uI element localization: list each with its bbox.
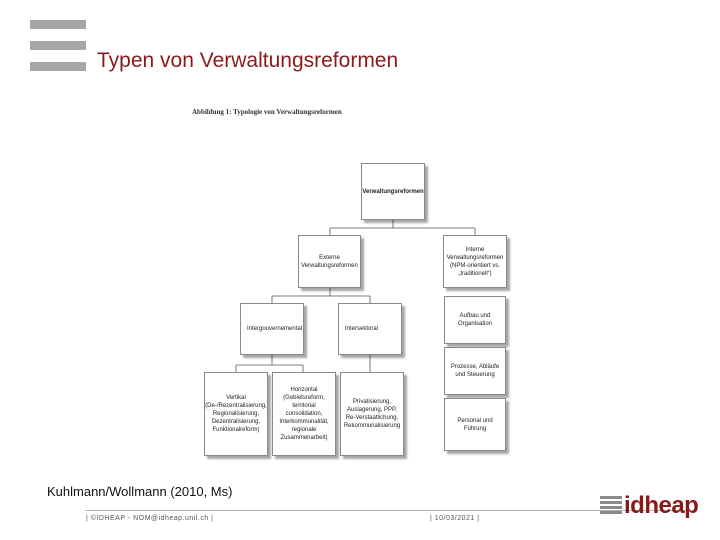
figure-caption: Abbildung 1: Typologie von Verwaltungsreformen bbox=[192, 108, 342, 116]
box-intergouvernemental: Intergouvernemental bbox=[240, 303, 304, 355]
box-prozesse: Prozesse, Abläufe und Steuerung bbox=[444, 347, 506, 395]
box-privatisierung: Privatisierung, Auslagerung, PPP, Re-Verstaatlichung, Rekommunalisierung bbox=[340, 372, 404, 456]
box-verwaltungsreformen: Verwaltungsreformen bbox=[361, 163, 425, 220]
box-interne-verwaltungsreformen: Interne Verwaltungsreformen (NPM-orientiert vs. „traditionell“) bbox=[443, 235, 507, 288]
logo-lines-icon bbox=[600, 496, 622, 516]
idheap-logo bbox=[600, 492, 698, 520]
footer-date: | 10/03/2021 | bbox=[430, 515, 480, 522]
box-vertikal: Vertikal (De-/Rezentralisierung, Regionalisierung, Dezentralisierung, Funktionalreform) bbox=[204, 372, 268, 456]
box-aufbau-organisation: Aufbau und Organisation bbox=[444, 296, 506, 344]
footer-contact: | ©IDHEAP - NOM@idheap.unil.ch | bbox=[86, 515, 214, 522]
box-intersektoral: Intersektoral bbox=[338, 303, 402, 355]
slide-title: Typen von Verwaltungsreformen bbox=[97, 49, 399, 72]
box-personal-fuehrung: Personal und Führung bbox=[444, 398, 506, 451]
box-externe-verwaltungsreformen: Externe Verwaltungsreformen bbox=[298, 235, 361, 288]
box-horizontal: Horizontal (Gebietsreform, territorial consolidation, Interkommunalität, regionale Zusammenarbeit) bbox=[272, 372, 336, 456]
logo-text: idheap bbox=[624, 492, 699, 519]
citation: Kuhlmann/Wollmann (2010, Ms) bbox=[47, 484, 233, 499]
